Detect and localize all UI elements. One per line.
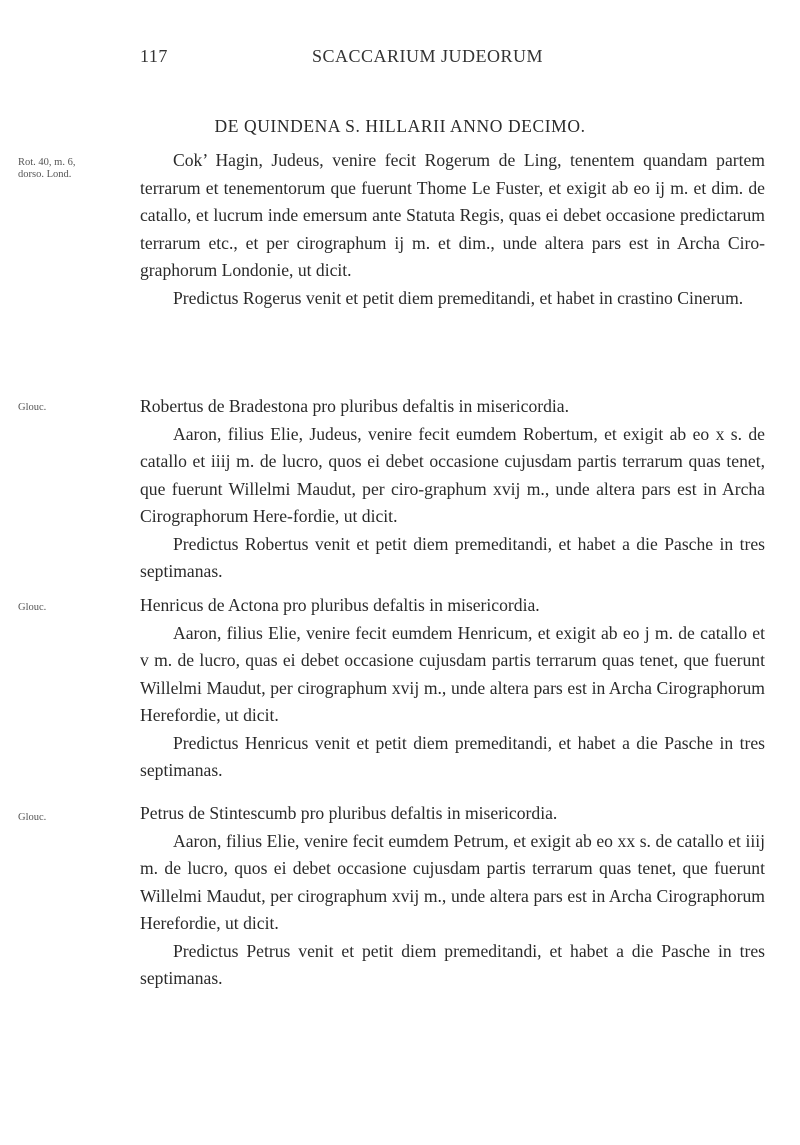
running-title: SCACCARIUM JUDEORUM [312, 46, 544, 66]
entry-paragraph: Cok’ Hagin, Judeus, venire fecit Rogerum de Ling, tenentem quandam partem terrarum et tenementorum que fuerunt Thome Le Fuster, et exigit ab eo ij m. et dim. de catallo, et lucrum inde emersum ante Statuta Regis, quas ei debet occasione predictarum terrarum etc., et per cirographum ij m. et dim., unde altera pars est in Archa Ciro-graphorum Londonie, ut dicit. [140, 150, 765, 280]
entry-paragraph: Robertus de Bradestona pro pluribus defaltis in misericordia. [140, 396, 569, 416]
margin-note [18, 602, 128, 614]
margin-note-line: Glouc. [18, 812, 47, 823]
margin-note-line: dorso. Lond. [18, 169, 72, 180]
entry-paragraph: Predictus Petrus venit et petit diem premeditandi, et habet a die Pasche in tres septimanas. [140, 940, 765, 988]
entry-paragraph: Petrus de Stintescumb pro pluribus defaltis in misericordia. [140, 803, 558, 823]
entry-petrus [140, 800, 765, 993]
entry-paragraph: Predictus Henricus venit et petit diem premeditandi, et habet a die Pasche in tres septimanas. [140, 732, 765, 780]
margin-note-line: Glouc. [18, 602, 47, 613]
entry-robertus [140, 393, 765, 586]
entry-rogerus [140, 147, 765, 312]
entry-paragraph: Aaron, filius Elie, venire fecit eumdem Petrum, et exigit ab eo xx s. de catallo et iiij m. de lucro, quos ei debet occasione cujusdam partis terrarum quas tenet, que fuerunt Willelmi Maudut, per cirographum xvij m., unde altera pars est in Archa Cirographorum Herefordie, ut dicit. [140, 830, 765, 933]
entry-paragraph: Predictus Rogerus venit et petit diem premeditandi, et habet in crastino Cinerum. [173, 287, 744, 308]
entry-paragraph: Aaron, filius Elie, venire fecit eumdem Henricum, et exigit ab eo j m. de catallo et v m. de lucro, quas ei debet occasione cujusdam partis terrarum quas tenet, que fuerunt Willelmi Maudut, per cirographum xvij m., unde altera pars est in Archa Cirographorum Herefordie, ut dicit. [140, 622, 765, 725]
margin-note [18, 402, 128, 414]
margin-note-line: Rot. 40, m. 6, [18, 157, 76, 168]
page-number: 117 [140, 46, 168, 66]
margin-note-line: Glouc. [18, 402, 47, 413]
entry-paragraph: Aaron, filius Elie, Judeus, venire fecit eumdem Robertum, et exigit ab eo x s. de catallo et iiij m. de lucro, quos ei debet occasione cujusdam partis terrarum quas tenet, que fuerunt Willelmi Maudut, per ciro-graphum xvij m., unde altera pars est in Archa Cirographorum Here-fordie, ut dicit. [140, 423, 765, 526]
section-title: DE QUINDENA S. HILLARII ANNO DECIMO. [214, 116, 586, 136]
entry-henricus [140, 592, 765, 785]
entry-paragraph: Predictus Robertus venit et petit diem premeditandi, et habet a die Pasche in tres septimanas. [140, 533, 765, 581]
margin-note [18, 812, 128, 824]
margin-note [18, 157, 128, 181]
entry-paragraph: Henricus de Actona pro pluribus defaltis in misericordia. [140, 595, 540, 615]
